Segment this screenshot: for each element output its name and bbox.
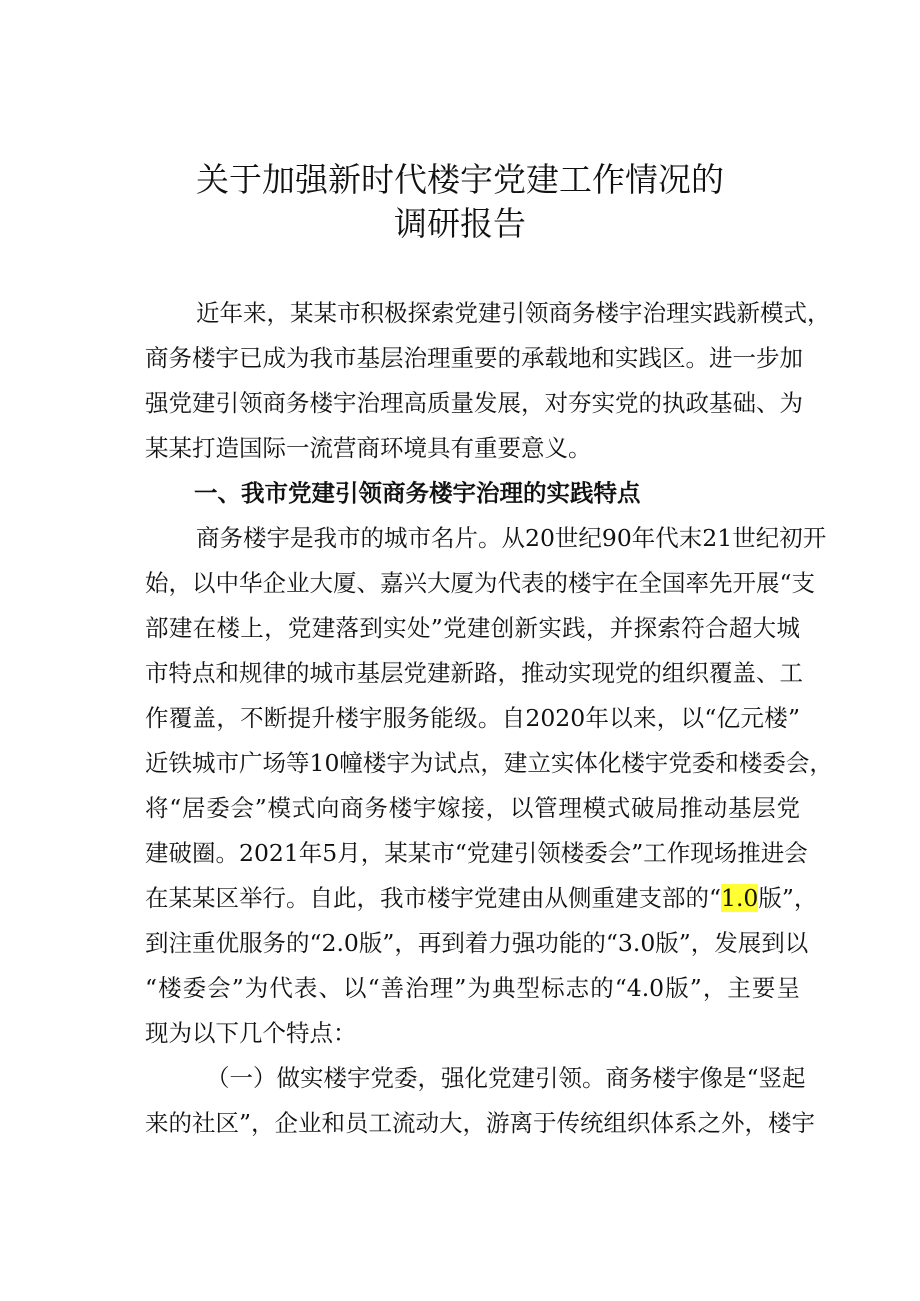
- body-line: 市特点和规律的城市基层党建新路，推动实现党的组织覆盖、工: [145, 659, 803, 687]
- body-text: 版”，: [758, 884, 818, 912]
- body-line: 始，以中华企业大厦、嘉兴大厦为代表的楼宇在全国率先开展“支: [145, 569, 816, 597]
- body-line: 商务楼宇是我市的城市名片。从20世纪90年代末21世纪初开: [196, 524, 827, 552]
- body-line-with-highlight: [145, 882, 818, 914]
- intro-line: 近年来，某某市积极探索党建引领商务楼宇治理实践新模式，: [196, 299, 831, 327]
- body-line: 建破圈。2021年5月，某某市“党建引领楼委会”工作现场推进会: [145, 839, 808, 867]
- body-line: “楼委会”为代表、以“善治理”为典型标志的“4.0版”，主要呈: [145, 974, 800, 1002]
- body-text: 在某某区举行。自此，我市楼宇党建由从侧重建支部的“: [145, 884, 722, 912]
- body-line: 将“居委会”模式向商务楼宇嫁接，以管理模式破局推动基层党: [145, 794, 800, 822]
- body-line: 部建在楼上，党建落到实处”党建创新实践，并探索符合超大城: [145, 614, 800, 642]
- intro-line: 商务楼宇已成为我市基层治理重要的承载地和实践区。进一步加: [145, 344, 803, 372]
- body-line: 来的社区”，企业和员工流动大，游离于传统组织体系之外，楼宇: [145, 1109, 816, 1137]
- subsection-line: （一）做实楼宇党委，强化党建引领。商务楼宇像是“竖起: [206, 1064, 806, 1092]
- body-line: 作覆盖，不断提升楼宇服务能级。自2020年以来，以“亿元楼”: [145, 704, 800, 732]
- intro-line: 强党建引领商务楼宇治理高质量发展，对夯实党的执政基础、为: [145, 389, 803, 417]
- body-line: 近铁城市广场等10幢楼宇为试点，建立实体化楼宇党委和楼委会，: [145, 749, 833, 777]
- section-heading: 一、我市党建引领商务楼宇治理的实践特点: [194, 479, 641, 507]
- document-title-line-2: 调研报告: [394, 204, 526, 243]
- body-line: 现为以下几个特点：: [145, 1019, 357, 1047]
- intro-line: 某某打造国际一流营商环境具有重要意义。: [145, 434, 592, 462]
- body-line: 到注重优服务的“2.0版”，再到着力强功能的“3.0版”，发展到以: [145, 929, 809, 957]
- highlighted-text: 1.0: [721, 884, 759, 912]
- document-title-line-1: 关于加强新时代楼宇党建工作情况的: [196, 160, 724, 199]
